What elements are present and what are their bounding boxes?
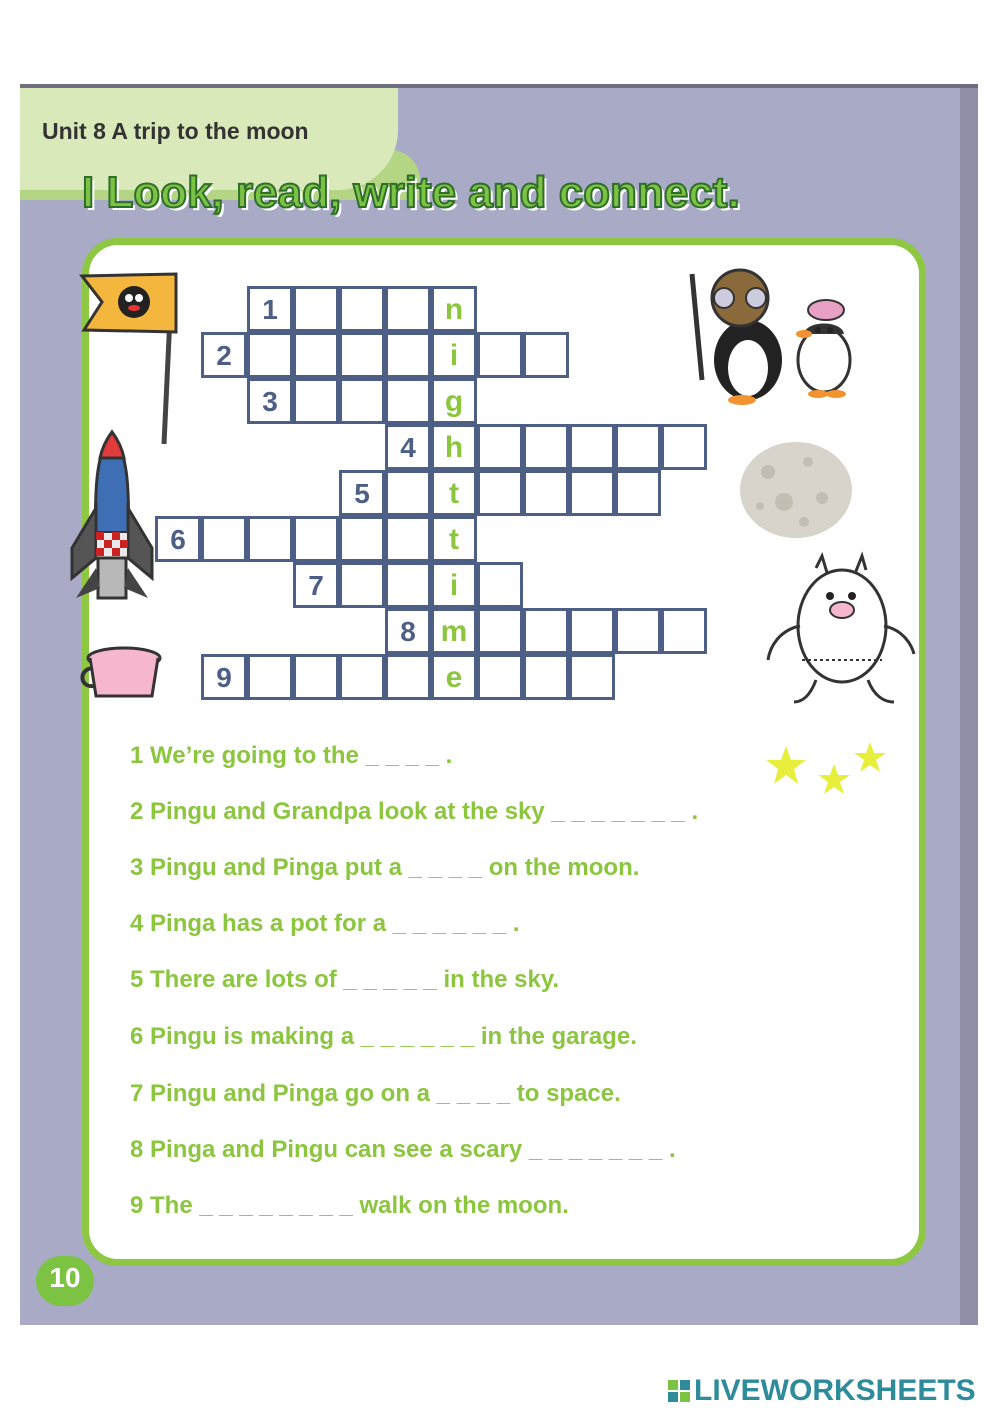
crossword-key-letter: g: [444, 385, 464, 418]
penguins-icon: [686, 268, 866, 408]
crossword-clue-number: 6: [170, 524, 186, 555]
crossword-key-letter: i: [449, 339, 459, 372]
rocket-icon: [66, 428, 158, 608]
crossword-clue-number: 7: [308, 570, 324, 601]
crossword-clue-number: 9: [216, 662, 232, 693]
unit-title: Unit 8 A trip to the moon: [42, 118, 309, 144]
crossword-clue-number: 2: [216, 340, 232, 371]
clue-2: 2 Pingu and Grandpa look at the sky _ _ _ _ _ _ _ .: [130, 798, 699, 825]
crossword-cell[interactable]: [615, 424, 661, 470]
crossword-cell[interactable]: [477, 470, 523, 516]
clue-3: 3 Pingu and Pinga put a _ _ _ _ on the moon.: [130, 854, 640, 881]
crossword-cell[interactable]: [569, 608, 615, 654]
crossword-cell[interactable]: [569, 654, 615, 700]
crossword-cell[interactable]: [477, 332, 523, 378]
crossword-cell[interactable]: [523, 654, 569, 700]
crossword-key-letter: e: [445, 661, 463, 694]
crossword-cell[interactable]: [569, 470, 615, 516]
crossword-cell[interactable]: [293, 378, 339, 424]
crossword-cell[interactable]: [293, 286, 339, 332]
crossword-cell[interactable]: [523, 424, 569, 470]
crossword-clue-number: 1: [262, 294, 278, 325]
crossword-key-letter: t: [449, 523, 459, 556]
flag-icon: [76, 268, 188, 448]
crossword-cell[interactable]: [247, 654, 293, 700]
crossword-cell[interactable]: [247, 516, 293, 562]
crossword-cell[interactable]: [385, 332, 431, 378]
crossword-clue-number: 8: [400, 616, 416, 647]
crossword-clue-number: 3: [262, 386, 278, 417]
crossword-cell[interactable]: [339, 654, 385, 700]
crossword-cell[interactable]: [661, 424, 707, 470]
crossword-cell[interactable]: [385, 516, 431, 562]
crossword-cell[interactable]: [247, 332, 293, 378]
crossword-key-letter: m: [440, 615, 468, 648]
crossword-clue-number: 5: [354, 478, 370, 509]
crossword-cell[interactable]: [523, 608, 569, 654]
crossword-cell[interactable]: [477, 654, 523, 700]
liveworksheets-logo-icon: [668, 1380, 690, 1404]
page-number: 10: [49, 1262, 81, 1293]
crossword-cell[interactable]: [293, 516, 339, 562]
crossword-key-letter: i: [449, 569, 459, 602]
stars-icon: [760, 738, 890, 804]
crossword-cell[interactable]: [477, 562, 523, 608]
pot-icon: [82, 644, 162, 704]
crossword-cell[interactable]: [385, 470, 431, 516]
crossword-cell[interactable]: [385, 378, 431, 424]
crossword-cell[interactable]: [293, 332, 339, 378]
crossword-cell[interactable]: [661, 608, 707, 654]
clue-6: 6 Pingu is making a _ _ _ _ _ _ in the garage.: [130, 1023, 637, 1050]
moon-icon: [738, 442, 854, 542]
crossword-key-letter: h: [444, 431, 464, 464]
crossword-cell[interactable]: [615, 470, 661, 516]
clue-4: 4 Pinga has a pot for a _ _ _ _ _ _ .: [130, 910, 520, 937]
crossword-cell[interactable]: [477, 424, 523, 470]
crossword-cell[interactable]: [385, 562, 431, 608]
crossword-cell[interactable]: [339, 332, 385, 378]
crossword-cell[interactable]: [523, 470, 569, 516]
crossword-cell[interactable]: [339, 286, 385, 332]
clue-5: 5 There are lots of _ _ _ _ _ in the sky.: [130, 966, 560, 993]
clue-7: 7 Pingu and Pinga go on a _ _ _ _ to space.: [130, 1080, 621, 1107]
page-right-edge: [960, 88, 978, 1325]
crossword-cell[interactable]: [385, 286, 431, 332]
crossword-cell[interactable]: [293, 654, 339, 700]
clue-8: 8 Pinga and Pingu can see a scary _ _ _ _ _ _ _ .: [130, 1136, 676, 1163]
brand-name: LIVEWORKSHEETS: [694, 1374, 976, 1407]
crossword-cell[interactable]: [569, 424, 615, 470]
crossword-cell[interactable]: [201, 516, 247, 562]
crossword-key-letter: t: [449, 477, 459, 510]
monster-icon: [766, 556, 916, 706]
crossword-clue-number: 4: [400, 432, 416, 463]
crossword-cell[interactable]: [385, 654, 431, 700]
clue-9: 9 The _ _ _ _ _ _ _ _ walk on the moon.: [130, 1192, 569, 1219]
section-title: I Look, read, write and connect.: [82, 168, 740, 217]
clue-1: 1 We’re going to the _ _ _ _ .: [130, 742, 453, 769]
crossword-cell[interactable]: [523, 332, 569, 378]
crossword-cell[interactable]: [339, 562, 385, 608]
crossword-cell[interactable]: [339, 378, 385, 424]
crossword-cell[interactable]: [339, 516, 385, 562]
crossword-cell[interactable]: [477, 608, 523, 654]
crossword-key-letter: n: [444, 293, 464, 326]
crossword-cell[interactable]: [615, 608, 661, 654]
